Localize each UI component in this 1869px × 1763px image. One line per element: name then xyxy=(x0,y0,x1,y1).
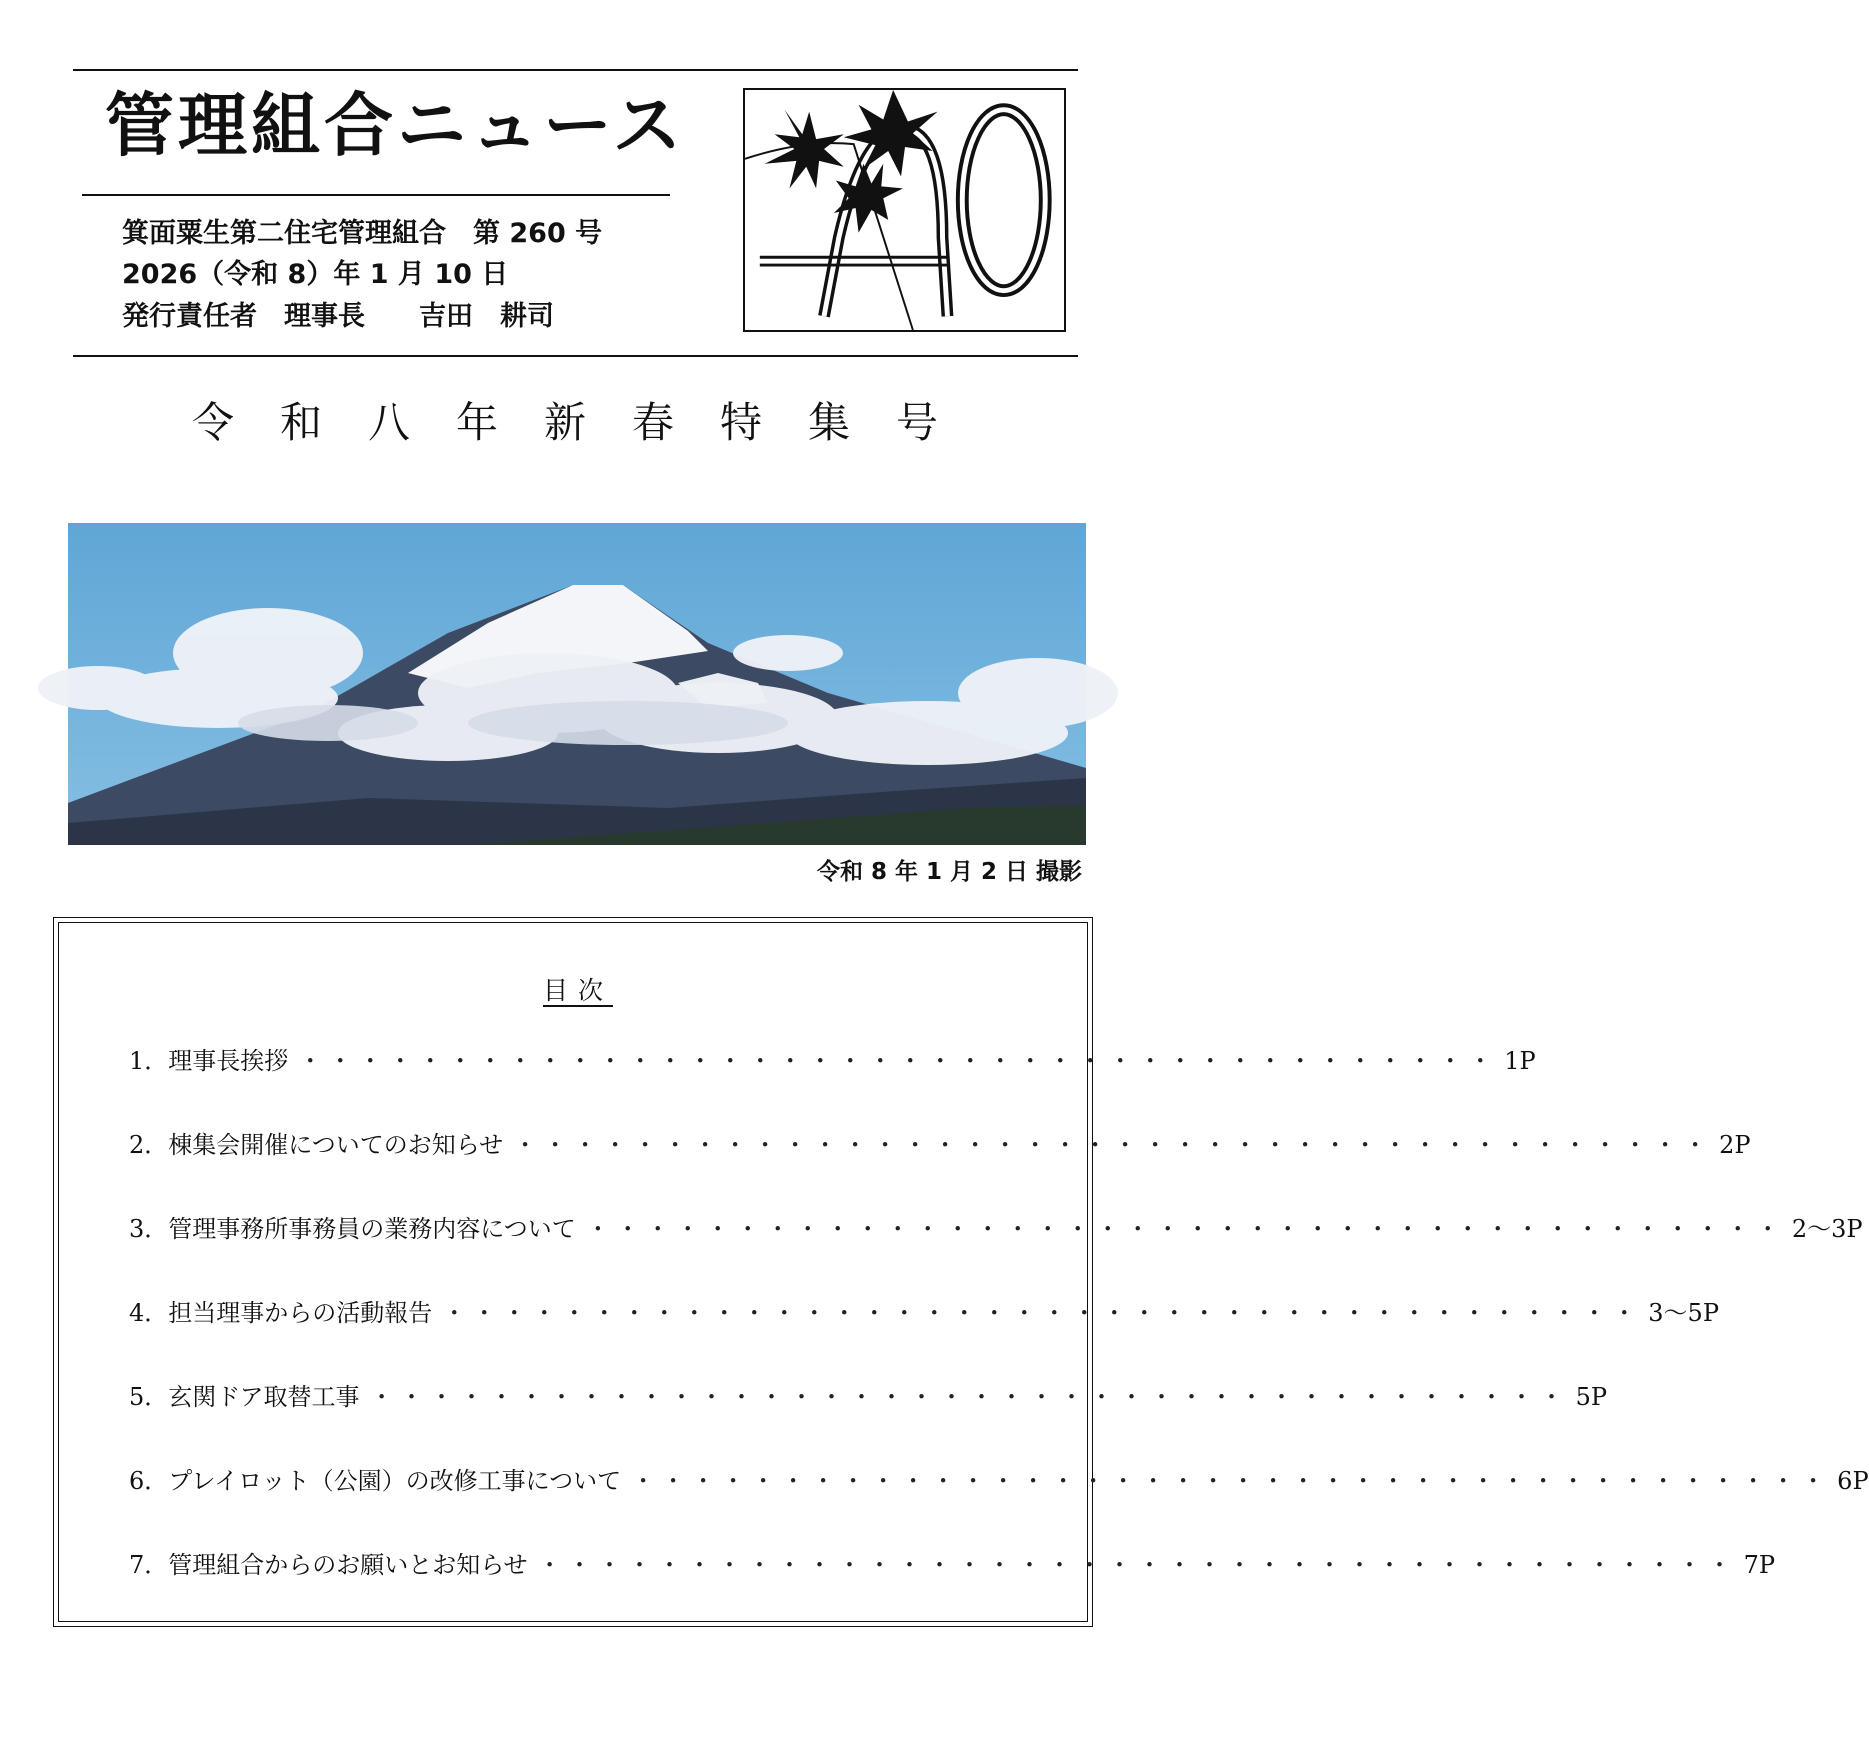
toc-item-label: 管理事務所事務員の業務内容について xyxy=(168,1215,576,1243)
masthead-top-rule xyxy=(73,69,1078,71)
toc-item-label: 玄関ドア取替工事 xyxy=(168,1383,360,1411)
toc-item-label: 管理組合からのお願いとお知らせ xyxy=(168,1551,528,1579)
toc-leader-dots: ・・・・・・・・・・・・・・・・・・・・・・・・・・・・・・・・・・・・・・・・ xyxy=(537,1551,1738,1579)
toc-leader-dots: ・・・・・・・・・・・・・・・・・・・・・・・・・・・・・・・・・・・・・・・・ xyxy=(513,1131,1714,1159)
title-underline xyxy=(82,194,670,196)
toc-title: 目次 xyxy=(542,976,613,1005)
table-of-contents xyxy=(53,917,1869,1627)
photo-caption: 令和 8 年 1 月 2 日 撮影 xyxy=(816,859,1082,885)
toc-inner-frame xyxy=(58,922,1869,1622)
toc-item-label: 担当理事からの活動報告 xyxy=(168,1299,433,1327)
organization-issue-line: 箕面粟生第二住宅管理組合 第 260 号 xyxy=(122,218,603,249)
toc-item-number: 4． xyxy=(129,1299,169,1327)
toc-leader-dots: ・・・・・・・・・・・・・・・・・・・・・・・・・・・・・・・・・・・・・・・・ xyxy=(369,1383,1570,1411)
toc-item[interactable] xyxy=(129,1298,1719,1328)
toc-item-label: 理事長挨拶 xyxy=(168,1047,289,1075)
masthead-bottom-rule xyxy=(73,355,1078,357)
toc-leader-dots: ・・・・・・・・・・・・・・・・・・・・・・・・・・・・・・・・・・・・・・・・ xyxy=(585,1215,1786,1243)
toc-item[interactable] xyxy=(129,1046,1536,1076)
toc-item-page: 3～5P xyxy=(1648,1299,1719,1327)
toc-leader-dots: ・・・・・・・・・・・・・・・・・・・・・・・・・・・・・・・・・・・・・・・・ xyxy=(298,1047,1499,1075)
toc-item[interactable] xyxy=(129,1214,1863,1244)
mount-fuji-photo xyxy=(68,523,1086,845)
toc-item-label: 棟集会開催についてのお知らせ xyxy=(168,1131,504,1159)
toc-item-page: 1P xyxy=(1504,1047,1536,1075)
toc-item-page: 2P xyxy=(1719,1131,1751,1159)
toc-item-page: 5P xyxy=(1575,1383,1607,1411)
toc-item[interactable] xyxy=(129,1382,1607,1412)
special-issue-title: 令和八年新春特集号 xyxy=(191,398,984,447)
toc-item-number: 6． xyxy=(129,1467,169,1495)
mountain-photo-icon xyxy=(68,523,1086,845)
newsletter-title: 管理組合ニュース xyxy=(105,86,686,166)
toc-item-number: 2． xyxy=(129,1131,169,1159)
maple-leaf-logo xyxy=(743,88,1066,332)
toc-leader-dots: ・・・・・・・・・・・・・・・・・・・・・・・・・・・・・・・・・・・・・・・・ xyxy=(442,1299,1643,1327)
toc-item[interactable] xyxy=(129,1130,1751,1160)
toc-item-page: 7P xyxy=(1743,1551,1775,1579)
toc-item[interactable] xyxy=(129,1550,1775,1580)
maple-leaf-icon xyxy=(745,90,1064,330)
toc-item-number: 1． xyxy=(129,1047,169,1075)
issue-date-line: 2026（令和 8）年 1 月 10 日 xyxy=(122,259,509,290)
toc-item[interactable] xyxy=(129,1466,1869,1496)
toc-item-number: 7． xyxy=(129,1551,169,1579)
toc-item-page: 6P xyxy=(1837,1467,1869,1495)
toc-item-page: 2～3P xyxy=(1791,1215,1863,1243)
toc-leader-dots: ・・・・・・・・・・・・・・・・・・・・・・・・・・・・・・・・・・・・・・・・ xyxy=(631,1467,1832,1495)
toc-item-label: プレイロット（公園）の改修工事について xyxy=(168,1467,622,1495)
toc-item-number: 3． xyxy=(129,1215,169,1243)
toc-item-number: 5． xyxy=(129,1383,169,1411)
publisher-line: 発行責任者 理事長 吉田 耕司 xyxy=(122,301,554,332)
